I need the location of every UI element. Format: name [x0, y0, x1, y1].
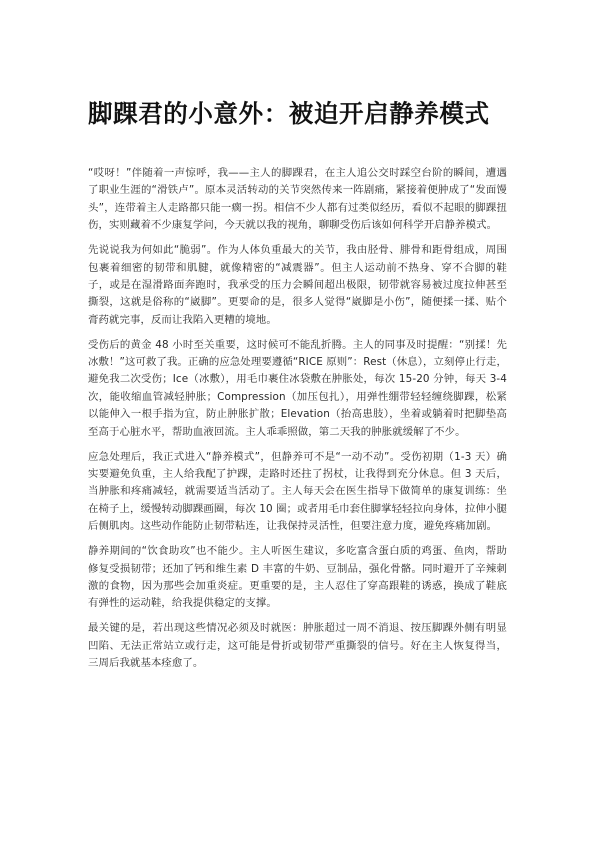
- paragraph: 静养期间的“饮食助攻”也不能少。主人听医生建议，多吃富含蛋白质的鸡蛋、鱼肉，帮助修复受损韧带；还加了钙和维生素 D 丰富的牛奶、豆制品，强化骨骼。同时避开了辛辣刺激的食物，因为那些会加重炎症。更重要的是，主人忍住了穿高跟鞋的诱惑，换成了鞋底有弹性的运动鞋，给我提供稳定的支撑。: [88, 545, 507, 610]
- paragraph: 受伤后的黄金 48 小时至关重要，这时候可不能乱折腾。主人的同事及时提醒：“别揉！先冰敷！”这可救了我。正确的应急处理要遵循“RICE 原则”：Rest（休息），立刻停止行走，避免我二次受伤；Ice（冰敷），用毛巾裹住冰袋敷在肿胀处，每次 15-20 分钟，每天 3-4 次，能收缩血管减轻肿胀；Compression（加压包扎），用弹性绷带轻轻缠绕脚踝，松紧以能伸入一根手指为宜，防止肿胀扩散；Elevation（抬高患肢），坐着或躺着时把脚垫高至高于心脏水平，帮助血液回流。主人乖乖照做，第二天我的肿胀就缓解了不少。: [88, 338, 507, 438]
- paragraph: 应急处理后，我正式进入“静养模式”，但静养可不是“一动不动”。受伤初期（1-3 天）确实要避免负重，主人给我配了护踝，走路时还拄了拐杖，让我得到充分休息。但 3 天后，当肿胀和疼痛减轻，就需要适当活动了。主人每天会在医生指导下做简单的康复训练：坐在椅子上，缓慢转动脚踝画圈，每次 10 圈；或者用毛巾套住脚掌轻轻拉向身体，拉伸小腿后侧肌肉。这些动作能防止韧带粘连，让我保持灵活性，但要注意力度，避免疼痛加剧。: [88, 450, 507, 533]
- document-title: 脚踝君的小意外：被迫开启静养模式: [88, 99, 490, 128]
- paragraph: 先说说我为何如此“脆弱”。作为人体负重最大的关节，我由胫骨、腓骨和距骨组成，周围包裹着细密的韧带和肌腱，就像精密的“减震器”。但主人运动前不热身、穿不合脚的鞋子，或是在湿滑路面奔跑时，我承受的压力会瞬间超出极限，韧带就容易被过度拉伸甚至撕裂，这就是俗称的“崴脚”。更要命的是，很多人觉得“崴脚是小伤”，随便揉一揉、贴个膏药就完事，反而让我陷入更糟的境地。: [88, 244, 507, 326]
- paragraph: 最关键的是，若出现这些情况必须及时就医：肿胀超过一周不消退、按压脚踝外侧有明显凹陷、无法正常站立或行走，这可能是骨折或韧带严重撕裂的信号。好在主人恢复得当，三周后我就基本痊愈了。: [88, 622, 507, 670]
- paragraph: “哎呀！”伴随着一声惊呼，我——主人的脚踝君，在主人追公交时踩空台阶的瞬间，遭遇了职业生涯的“滑铁卢”。原本灵活转动的关节突然传来一阵剧痛，紧接着便肿成了“发面馒头”，连带着主人走路都只能一瘸一拐。相信不少人都有过类似经历，看似不起眼的脚踝扭伤，实则藏着不少康复学问，今天就以我的视角，聊聊受伤后该如何科学开启静养模式。: [88, 167, 507, 232]
- document-body: [88, 165, 507, 672]
